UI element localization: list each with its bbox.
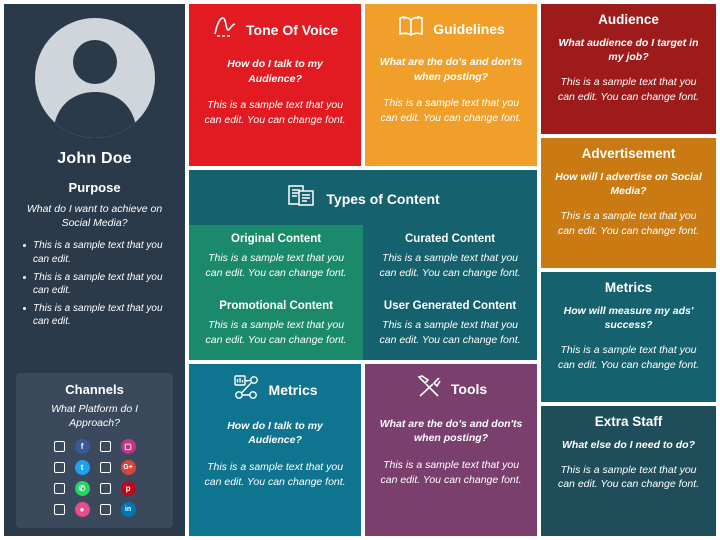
checkbox-twitter[interactable] (54, 462, 65, 473)
open-book-icon (397, 14, 425, 43)
checkbox-whatsapp[interactable] (54, 483, 65, 494)
content-cell-title: Curated Content (404, 233, 496, 245)
dribbble-icon[interactable]: ● (75, 502, 90, 517)
content-cell-title: Original Content (231, 233, 322, 245)
channels-checklist (54, 439, 136, 517)
person-avatar-icon (35, 26, 155, 138)
tools-icon (415, 374, 443, 405)
metrics-title-right: Metrics (604, 280, 653, 295)
guidelines-title: Guidelines (433, 20, 505, 37)
list-item: This is a sample text that you can edit. (22, 271, 173, 297)
content-cell-title: User Generated Content (383, 300, 517, 313)
soundwave-icon (212, 14, 238, 45)
guidelines-text: This is a sample text that you can edit. You can change font. (380, 97, 522, 125)
content-cell-text: This is a sample text that you can edit. You can change font. (379, 252, 521, 279)
checkbox-facebook[interactable] (54, 441, 65, 452)
twitter-icon[interactable]: t (75, 460, 90, 475)
audience-text: This is a sample text that you can edit. You can change font. (557, 76, 700, 103)
content-cell-text: This is a sample text that you can edit. You can change font. (205, 252, 347, 279)
content-cell-text: This is a sample text that you can edit. You can change font. (205, 319, 347, 347)
types-of-content-title: Types of Content (326, 190, 440, 207)
metrics-text-right: This is a sample text that you can edit. You can change font. (557, 344, 700, 371)
channels-question: What Platform do I Approach? (51, 402, 139, 429)
audience-title: Audience (598, 12, 659, 27)
profile-sidebar (4, 4, 185, 536)
avatar (35, 18, 155, 138)
channels-title: Channels (65, 381, 124, 397)
metrics-card-middle[interactable] (189, 364, 361, 536)
whatsapp-icon[interactable]: ✆ (75, 481, 90, 496)
list-item: This is a sample text that you can edit. (22, 302, 173, 328)
audience-card[interactable] (541, 4, 716, 134)
extra-staff-card[interactable] (541, 406, 716, 536)
checkbox-pinterest[interactable] (100, 483, 111, 494)
tools-title: Tools (450, 381, 488, 398)
content-cell-title: Promotional Content (219, 300, 333, 313)
person-name: John Doe (57, 150, 132, 167)
purpose-question: What do I want to achieve on Social Media? (26, 203, 163, 230)
purpose-bullets (16, 239, 173, 333)
content-cell-original[interactable] (189, 225, 363, 292)
advertisement-card[interactable] (541, 138, 716, 268)
instagram-icon[interactable]: ▢ (121, 439, 136, 454)
content-cell-text: This is a sample text that you can edit. You can change font. (379, 319, 521, 347)
channels-panel (16, 373, 173, 528)
tone-of-voice-card[interactable] (189, 4, 361, 166)
network-chart-icon (233, 374, 261, 407)
metrics-question-middle: How do I talk to my Audience? (227, 419, 323, 447)
facebook-icon[interactable]: f (75, 439, 90, 454)
checkbox-google-plus[interactable] (100, 462, 111, 473)
metrics-text-middle: This is a sample text that you can edit. You can change font. (204, 461, 346, 488)
checkbox-linkedin[interactable] (100, 504, 111, 515)
metrics-question-right: How will measure my ads' success? (563, 305, 694, 332)
guidelines-question: What are the do's and don'ts when posting? (379, 56, 523, 83)
content-cell-promotional[interactable] (189, 292, 363, 359)
advertisement-text: This is a sample text that you can edit. You can change font. (557, 210, 700, 237)
tone-of-voice-question: How do I talk to my Audience? (227, 58, 323, 85)
content-cell-user-generated[interactable] (363, 292, 537, 359)
advertisement-question: How will I advertise on Social Media? (555, 171, 702, 198)
content-cell-curated[interactable] (363, 225, 537, 292)
tools-question: What are the do's and don'ts when posting? (379, 417, 523, 445)
linkedin-icon[interactable]: in (121, 502, 136, 517)
guidelines-card[interactable] (365, 4, 537, 166)
tone-of-voice-text: This is a sample text that you can edit. You can change font. (204, 99, 346, 127)
documents-icon (286, 182, 316, 215)
tone-of-voice-title: Tone Of Voice (246, 21, 339, 38)
right-column (541, 4, 716, 536)
purpose-title: Purpose (68, 180, 121, 195)
types-of-content-card[interactable] (189, 170, 537, 360)
metrics-card-right[interactable] (541, 272, 716, 402)
extra-staff-question: What else do I need to do? (562, 439, 696, 451)
advertisement-title: Advertisement (581, 146, 676, 161)
checkbox-dribbble[interactable] (54, 504, 65, 515)
extra-staff-text: This is a sample text that you can edit. You can change font. (557, 464, 700, 491)
tools-card[interactable] (365, 364, 537, 536)
google-plus-icon[interactable]: G+ (121, 460, 136, 475)
pinterest-icon[interactable]: p (121, 481, 136, 496)
audience-question: What audience do I target in my job? (558, 37, 699, 64)
tools-text: This is a sample text that you can edit. You can change font. (380, 459, 522, 486)
checkbox-instagram[interactable] (100, 441, 111, 452)
extra-staff-title: Extra Staff (594, 414, 663, 429)
middle-column (189, 4, 537, 536)
metrics-title-middle: Metrics (268, 382, 318, 399)
list-item: This is a sample text that you can edit. (22, 239, 173, 265)
